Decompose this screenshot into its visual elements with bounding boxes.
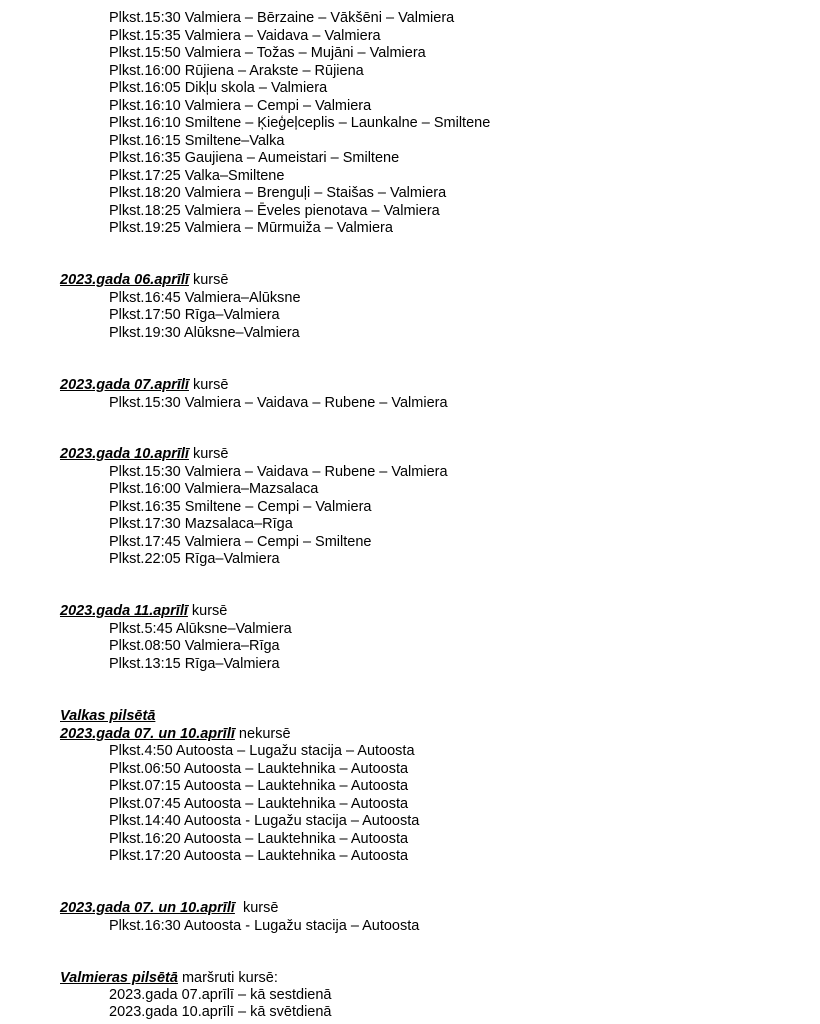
schedule-line: Plkst.15:35 Valmiera – Vaidava – Valmiera — [109, 28, 381, 44]
section-status: kursē — [188, 272, 229, 288]
schedule-line: Plkst.07:15 Autoosta – Lauktehnika – Autoosta — [109, 778, 409, 794]
schedule-line: Plkst.18:20 Valmiera – Brenguļi – Staišas – Valmiera — [109, 185, 447, 201]
schedule-line: Plkst.16:35 Gaujiena – Aumeistari – Smiltene — [109, 150, 400, 166]
schedule-line: 2023.gada 10.aprīlī – kā svētdienā — [109, 1004, 332, 1020]
section-date: 2023.gada 07. un 10.aprīlī — [60, 900, 235, 916]
section-heading — [60, 377, 228, 395]
schedule-line: Plkst.16:10 Smiltene – Ķieģeļceplis – Launkalne – Smiltene — [109, 115, 491, 131]
schedule-line: Plkst.16:20 Autoosta – Lauktehnika – Autoosta — [109, 831, 409, 847]
schedule-line: Plkst.5:45 Alūksne–Valmiera — [109, 621, 292, 637]
section-status: kursē — [188, 446, 229, 462]
section-heading — [60, 603, 227, 621]
city-heading — [60, 970, 278, 988]
section-status: maršruti kursē: — [177, 970, 278, 986]
schedule-line: Plkst.06:50 Autoosta – Lauktehnika – Autoosta — [109, 761, 409, 777]
schedule-line: Plkst.15:30 Valmiera – Bērzaine – Vākšēni – Valmiera — [109, 10, 455, 26]
schedule-line: Plkst.14:40 Autoosta - Lugažu stacija – Autoosta — [109, 813, 420, 829]
schedule-line: 2023.gada 07.aprīlī – kā sestdienā — [109, 987, 332, 1003]
schedule-line: Plkst.17:25 Valka–Smiltene — [109, 168, 285, 184]
city-heading — [60, 708, 155, 726]
section-heading — [60, 272, 228, 290]
section-heading — [60, 726, 291, 744]
section-status: kursē — [234, 900, 279, 916]
section-date: 2023.gada 10.aprīlī — [60, 446, 189, 462]
section-status: kursē — [187, 603, 228, 619]
city-name: Valmieras pilsētā — [60, 970, 178, 986]
city-name: Valkas pilsētā — [60, 708, 156, 724]
section-status: kursē — [188, 377, 229, 393]
schedule-line: Plkst.16:15 Smiltene–Valka — [109, 133, 285, 149]
section-heading — [60, 900, 278, 918]
schedule-line: Plkst.08:50 Valmiera–Rīga — [109, 638, 280, 654]
schedule-line: Plkst.16:35 Smiltene – Cempi – Valmiera — [109, 499, 372, 515]
section-status: nekursē — [234, 726, 291, 742]
schedule-line: Plkst.16:10 Valmiera – Cempi – Valmiera — [109, 98, 372, 114]
schedule-line: Plkst.16:30 Autoosta - Lugažu stacija – Autoosta — [109, 918, 420, 934]
section-date: 2023.gada 06.aprīlī — [60, 272, 189, 288]
schedule-line: Plkst.17:45 Valmiera – Cempi – Smiltene — [109, 534, 372, 550]
schedule-line: Plkst.4:50 Autoosta – Lugažu stacija – Autoosta — [109, 743, 415, 759]
schedule-line: Plkst.15:30 Valmiera – Vaidava – Rubene – Valmiera — [109, 395, 448, 411]
schedule-line: Plkst.15:50 Valmiera – Tožas – Mujāni – Valmiera — [109, 45, 426, 61]
schedule-line: Plkst.16:05 Dikļu skola – Valmiera — [109, 80, 328, 96]
schedule-line: Plkst.13:15 Rīga–Valmiera — [109, 656, 280, 672]
schedule-line: Plkst.22:05 Rīga–Valmiera — [109, 551, 280, 567]
section-date: 2023.gada 11.aprīlī — [60, 603, 188, 619]
schedule-line: Plkst.16:00 Rūjiena – Arakste – Rūjiena — [109, 63, 364, 79]
schedule-line: Plkst.07:45 Autoosta – Lauktehnika – Autoosta — [109, 796, 409, 812]
section-date: 2023.gada 07.aprīlī — [60, 377, 189, 393]
schedule-line: Plkst.17:50 Rīga–Valmiera — [109, 307, 280, 323]
schedule-line: Plkst.19:30 Alūksne–Valmiera — [109, 325, 300, 341]
schedule-line: Plkst.19:25 Valmiera – Mūrmuiža – Valmiera — [109, 220, 393, 236]
section-heading — [60, 446, 228, 464]
section-date: 2023.gada 07. un 10.aprīlī — [60, 726, 235, 742]
schedule-line: Plkst.18:25 Valmiera – Ēveles pienotava – Valmiera — [109, 203, 440, 219]
schedule-line: Plkst.15:30 Valmiera – Vaidava – Rubene – Valmiera — [109, 464, 448, 480]
schedule-line: Plkst.17:30 Mazsalaca–Rīga — [109, 516, 293, 532]
schedule-line: Plkst.16:00 Valmiera–Mazsalaca — [109, 481, 319, 497]
schedule-line: Plkst.17:20 Autoosta – Lauktehnika – Autoosta — [109, 848, 409, 864]
schedule-line: Plkst.16:45 Valmiera–Alūksne — [109, 290, 301, 306]
